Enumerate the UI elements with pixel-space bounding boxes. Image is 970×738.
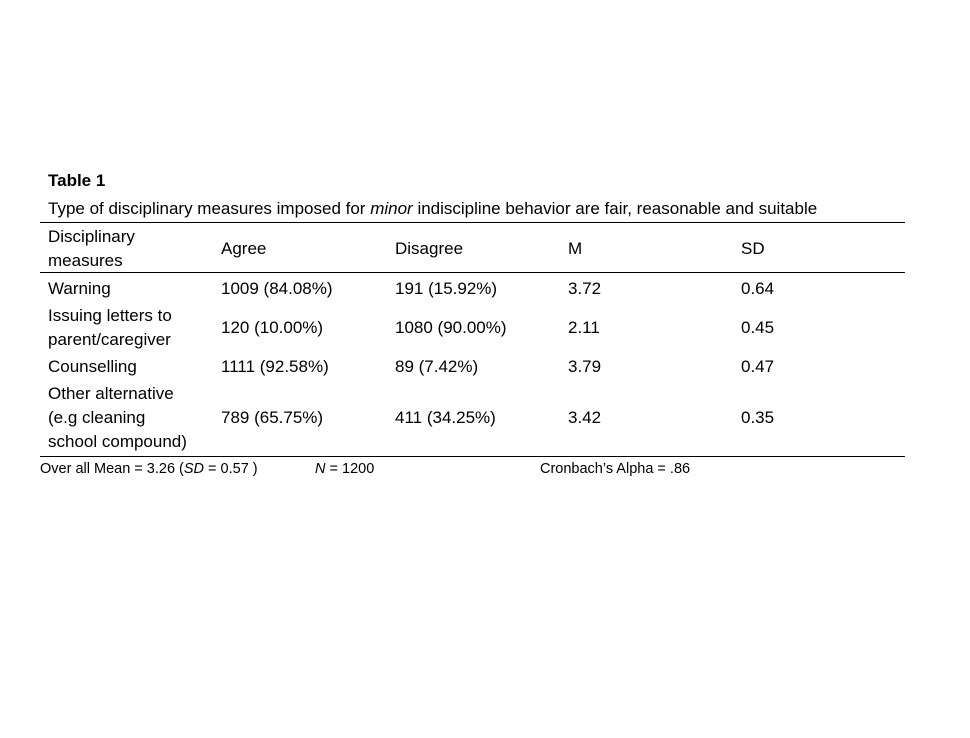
header-measures-line: Disciplinary	[48, 227, 135, 246]
footnote-cronbach-alpha: Cronbach’s Alpha = .86	[540, 461, 691, 477]
row-agree: 120 (10.00%)	[221, 318, 324, 337]
row-measure-line: Other alternative	[48, 384, 174, 403]
caption-text-start: Type of disciplinary measures imposed for	[48, 199, 371, 218]
footnote-sd-label: SD	[183, 461, 205, 477]
row-disagree: 89 (7.42%)	[395, 357, 479, 376]
row-agree: 789 (65.75%)	[221, 408, 324, 427]
row-mean: 2.11	[568, 318, 600, 337]
footnote-mean-suffix: = 0.57 )	[204, 461, 258, 477]
row-mean: 3.42	[568, 408, 602, 427]
row-disagree: 411 (34.25%)	[395, 408, 496, 427]
row-measure: Warning	[48, 279, 111, 298]
row-sd: 0.47	[741, 357, 775, 376]
caption-emphasis: minor	[370, 199, 413, 218]
row-measure-line: parent/caregiver	[48, 330, 171, 349]
footnote-overall-mean	[40, 459, 258, 479]
header-sd: SD	[741, 239, 765, 258]
header-measures-line: measures	[48, 251, 123, 270]
row-disagree: 1080 (90.00%)	[395, 318, 507, 337]
header-disagree: Disagree	[395, 239, 464, 258]
row-measure-line: school compound)	[48, 432, 187, 451]
row-sd: 0.35	[741, 408, 775, 427]
row-sd: 0.64	[741, 279, 775, 298]
table-caption	[48, 198, 817, 220]
table-label: Table 1	[48, 171, 106, 190]
footnote-n-value: = 1200	[325, 461, 375, 477]
row-measure-line: (e.g cleaning	[48, 408, 146, 427]
table-bottom-rule	[40, 456, 905, 457]
header-mean: M	[568, 239, 583, 258]
row-agree: 1009 (84.08%)	[221, 279, 333, 298]
caption-text-end: indiscipline behavior are fair, reasonable and suitable	[412, 199, 818, 218]
footnote-n-label: N	[315, 461, 326, 477]
table-header-rule	[40, 272, 905, 273]
footnote-mean-prefix: Over all Mean = 3.26 (	[40, 461, 184, 477]
row-disagree: 191 (15.92%)	[395, 279, 498, 298]
row-measure: Counselling	[48, 357, 137, 376]
table-top-rule	[40, 222, 905, 223]
row-measure	[48, 382, 187, 454]
row-measure-line: Issuing letters to	[48, 306, 172, 325]
row-agree: 1111 (92.58%)	[221, 357, 329, 376]
header-measures	[48, 225, 135, 273]
row-mean: 3.72	[568, 279, 602, 298]
header-agree: Agree	[221, 239, 267, 258]
row-mean: 3.79	[568, 357, 602, 376]
row-sd: 0.45	[741, 318, 775, 337]
footnote-sample-size	[315, 459, 374, 479]
row-measure	[48, 304, 172, 352]
